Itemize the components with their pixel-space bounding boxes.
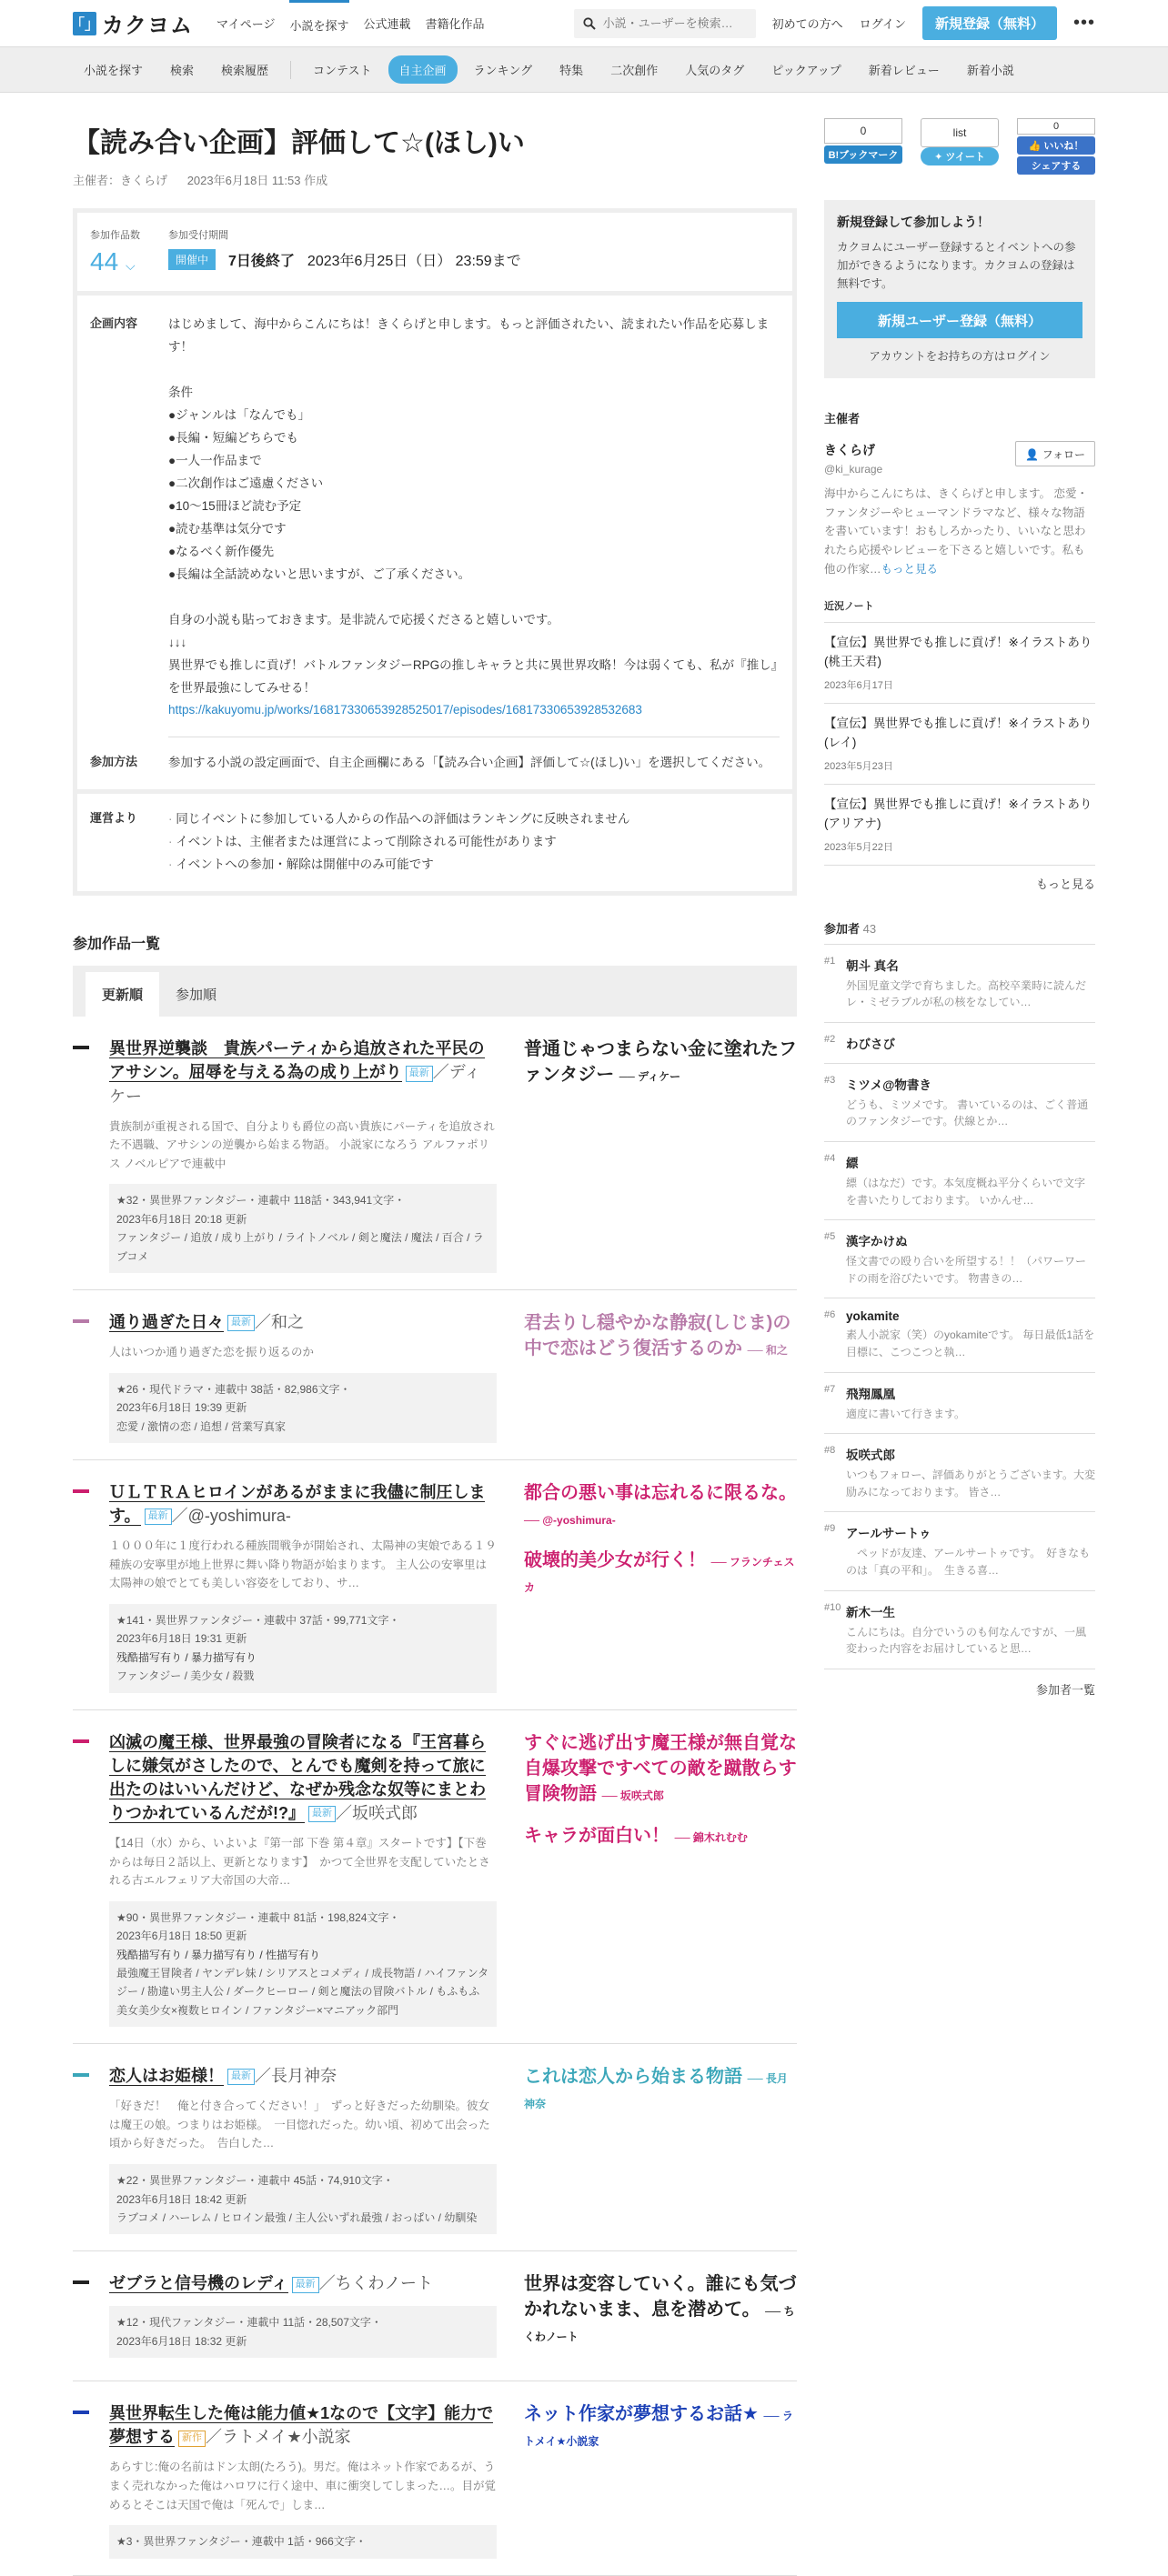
event-info-box [73,208,797,896]
work-item [73,2251,797,2381]
participant-name[interactable]: 新木一生 [846,1605,895,1619]
work-updated: 2023年6月18日 20:18 更新 [116,1212,247,1226]
work-catchphrases [497,2064,797,2234]
work-meta [109,2525,497,2558]
note-title[interactable]: 【宣伝】異世界でも推しに貢げ！※イラストあり(アリアナ) [824,797,1092,830]
new-badge: 最新 [406,1066,433,1082]
participant-body [846,1034,1095,1052]
work-tags[interactable]: ファンタジー / 美少女 / 殺戮 [116,1669,255,1683]
catchphrase-text: 君去りし穏やかな静寂(しじま)の中で恋はどう復活するのか [524,1313,791,1359]
catchphrase-by: ── 錦木れむむ [674,1830,748,1844]
catchphrase [524,2401,797,2452]
participants-heading [824,919,1095,944]
work-author[interactable]: ／坂咲式郎 [336,1803,418,1822]
work-warnings: 残酷描写有り / 暴力描写有り [116,1650,257,1664]
subnav-fanworks[interactable]: 二次創作 [610,64,659,77]
work-main [73,2271,497,2364]
participant-item[interactable] [824,944,1095,1022]
catchphrase-text: 破壊的美少女が行く！ [524,1549,706,1570]
work-catchphrases [497,1310,797,1443]
tab-joined[interactable]: 参加順 [176,987,217,1004]
work-body [109,2271,497,2364]
beginner-link[interactable]: 初めての方へ [771,17,843,31]
work-color-bar [73,2411,89,2414]
catchphrase-text: キャラが面白い！ [524,1825,670,1846]
host-label: 主催者：きくらげ [73,174,168,187]
nav-books[interactable]: 書籍化作品 [425,17,485,31]
register-button[interactable]: 新規ユーザー登録（無料） [837,302,1082,338]
tweet-label: ツイート [945,152,985,163]
participant-body [846,1523,1095,1579]
new-badge: 最新 [227,1315,255,1331]
participant-rank: #5 [824,1231,836,1243]
new-badge: 最新 [145,1509,172,1525]
work-intro: 貴族制が重視される国で、自分よりも爵位の高い貴族にパーティを追放された不遇職、アサシンの逆襲から始まる物語。 小説家になろう アルファポリス ノベルピアで連載中 [109,1119,495,1170]
work-tags[interactable]: ファンタジー / 追放 / 成り上がり / ライトノベル / 剣と魔法 / 魔法 / 百合 / ラブコメ [116,1231,484,1263]
catchphrase [524,1310,797,1361]
work-author[interactable]: ／長月神奈 [255,2067,337,2086]
note-date: 2023年5月22日 [824,841,893,853]
tweet[interactable] [921,118,999,175]
work-updated: 2023年6月18日 18:42 更新 [116,2192,247,2206]
works-heading: 参加作品一覧 [73,937,161,953]
work-main [73,2401,497,2558]
participant-rank: #2 [824,1033,836,1045]
top-nav [216,0,485,47]
work-title [109,1037,497,1108]
thumb-icon: 👍 [1028,140,1042,152]
host-name[interactable]: きくらげ [824,443,875,457]
work-main [73,1730,497,2028]
subnav-pickup[interactable]: ピックアップ [771,64,841,77]
work-meta [109,1604,497,1693]
hatena-bookmark[interactable] [824,118,902,175]
participant-desc: 縹（はなだ）です。本気度概ね平分くらいで文字を書いたりしております。 いかんせ… [846,1177,1086,1207]
work-item [73,1710,797,2045]
bookmark-button[interactable]: B!ブックマーク [824,145,902,164]
content-row [77,296,792,737]
top-header [0,0,1168,47]
work-warnings: 残酷描写有り / 暴力描写有り / 性描写有り [116,1948,321,1961]
work-body [109,1037,497,1273]
work-author-name[interactable]: ディケー [109,1063,481,1106]
work-stats: ★3・異世界ファンタジー・連載中 1話・966文字・ [116,2535,367,2549]
subnav-search[interactable]: 検索 [170,64,195,77]
work-author-name[interactable]: 坂咲式郎 [352,1803,418,1822]
catchphrase-text: これは恋人から始まる物語 [524,2067,742,2088]
work-color-bar [73,2280,89,2284]
bird-icon: ✦ [934,151,943,163]
subnav-new-reviews[interactable]: 新着レビュー [868,64,940,77]
work-body [109,2064,497,2234]
method-label: 参加方法 [90,755,138,769]
work-meta [109,2306,497,2358]
nav-mypage[interactable]: マイページ [216,17,276,31]
work-item [73,1017,797,1290]
participant-desc: 外国児童文学で育ちました。高校卒業時に読んだレ・ミゼラブルが私の核をなしてい… [846,978,1087,1009]
chevron-down-icon: ⌵ [125,258,136,273]
work-item [73,2044,797,2251]
work-color-bar [73,1489,89,1493]
work-color-bar [73,1046,89,1049]
like-button[interactable] [1017,136,1095,155]
work-intro: 人はいつか通り過ぎた恋を振り返るのか [109,1346,315,1359]
search-icon [583,17,596,30]
catchphrase [524,2271,797,2348]
nav-find-novels[interactable]: 小説を探す [289,0,348,47]
remaining-days: 7日後終了 [228,254,295,269]
tweet-button[interactable] [921,147,999,165]
participant-desc: 適度に書いて行きます。 [846,1407,966,1420]
site-logo[interactable] [70,7,193,39]
work-catchphrases [497,2271,797,2364]
notes-heading: 近況ノート [824,598,1095,623]
work-author[interactable]: ／ちくわノート [318,2274,434,2293]
nav-official[interactable]: 公式連載 [363,17,411,31]
logo-text: カクヨム [102,14,193,38]
participant-body [846,1231,1095,1287]
login-link[interactable]: ログイン [859,17,906,31]
catchphrase-by: ── @-yoshimura- [524,1513,616,1527]
work-title-link[interactable]: 異世界逆襲談 貴族パーティから追放された平民のアサシン。屈辱を与える為の成り上がり [109,1039,485,1082]
catchphrase-by: ── 和之 [747,1344,788,1358]
work-author-name[interactable]: @-yoshimura- [187,1507,291,1526]
register-text: カクヨムにユーザー登録するとイベントへの参加ができるようになります。カクヨムの登録は無料です。 [837,241,1076,290]
work-updated: 2023年6月18日 18:50 更新 [116,1929,247,1943]
work-author[interactable]: ／ラトメイ★小説家 [206,2428,351,2447]
participant-body [846,1602,1095,1658]
work-intro: 【14日（水）から、いよいよ『第一部 下巻 第４章』スタートです】【下巻からは毎日２話以上、更新となります】 かつて全世界を支配していたとされる古エルフェリア大帝国の大帝… [109,1836,490,1888]
host-description: 海中からこんにちは、きくらげと申します。 恋愛・ファンタジーやヒューマンドラマなど、様々な物語を書いています！おもしろかったり、いいなと思われたら応援やレビューを下さると嬉しいです。私も他の作家…もっと見る [824,487,1088,576]
work-title-link[interactable]: 異世界転生した俺は能力値★1なので【文字】能力で夢想する [109,2404,494,2447]
share-button[interactable]: シェアする [1017,156,1095,175]
page-title: 【読み合い企画】評価して☆(ほし)い [73,128,525,158]
participant-rank: #10 [824,1601,841,1613]
participant-rank: #8 [824,1445,836,1457]
subnav-new-novels[interactable]: 新着小説 [966,64,1014,77]
participant-item[interactable] [824,1022,1095,1063]
work-intro: あらすじ:俺の名前はドン太朗(たろう)。男だ。俺はネット作家であるが、うまく売れなかった俺はハロワに行く途中、車に衝突してしまった…。目が覚めるとそこは天国で俺は「死んで」しま… [109,2461,497,2511]
subnav-features[interactable]: 特集 [559,64,584,77]
login-link-side[interactable]: ログイン [1005,350,1051,363]
participant-name[interactable]: 縹 [846,1157,859,1171]
work-title [109,2064,497,2088]
work-stats: ★22・異世界ファンタジー・連載中 45話・74,910文字・ [116,2174,394,2188]
work-tags[interactable]: 恋愛 / 激情の恋 / 追想 / 営業写真家 [116,1419,287,1433]
new-badge: 最新 [227,2069,255,2085]
work-main [73,1310,497,1443]
work-color-bar [73,2073,89,2077]
novel-link[interactable]: https://kakuyomu.jp/works/16817330653928525017/episodes/16817330653928532683 [168,703,642,717]
participant-item[interactable] [824,1372,1095,1434]
facebook[interactable] [1017,118,1095,175]
work-stats: ★12・現代ファンタジー・連載中 11話・28,507文字・ [116,2316,382,2330]
participants-label: 参加者 [824,921,861,936]
host-heading: 主催者 [824,412,861,426]
period-label: 参加受付期間 [168,230,228,241]
work-catchphrases [497,2401,797,2558]
logo-mark: 「」 [73,12,96,35]
work-author-name[interactable]: 長月神奈 [271,2067,337,2086]
work-main [73,1480,497,1693]
participant-item[interactable] [824,1219,1095,1298]
entry-count-label: 参加作品数 [90,230,140,241]
register-title: 新規登録して参加しよう！ [837,215,990,229]
participant-desc: こんにちは。自分でいうのも何なんですが、一風変わった内容をお届けしていると思… [846,1625,1087,1656]
catchphrase-by: ── 長月神奈 [524,2072,788,2111]
method-row [77,737,792,794]
catchphrase-by: ── 坂咲式郎 [601,1789,664,1802]
catchphrase-by: ── ラトメイ★小説家 [524,2410,793,2449]
catchphrase-text: すぐに逃げ出す魔王様が無自覚な自爆攻撃ですべての敵を蹴散らす冒険物語 [524,1732,797,1804]
search-input[interactable] [603,16,749,30]
note-date: 2023年5月23日 [824,760,893,772]
subnav-divider [290,61,291,79]
participant-item[interactable] [824,1063,1095,1141]
subnav-popular-tags[interactable]: 人気のタグ [685,64,745,77]
participant-name[interactable]: わびさび [846,1037,895,1051]
like-count: 0 [1017,118,1095,135]
work-main [73,1037,497,1273]
participants-count: 43 [862,921,877,936]
participant-desc: 素人小説家（笑）のyokamiteです。 毎日最低1話を目標に、こつこつと執… [846,1328,1095,1358]
catchphrase [524,2064,797,2115]
event-meta [73,171,797,188]
work-title-link[interactable]: ゼブラと信号機のレディ [109,2274,288,2293]
host-id: @ki_kurage [824,463,883,476]
note-date: 2023年6月17日 [824,679,893,691]
notes-list [824,623,1095,866]
work-title-link[interactable]: 通り過ぎた日々 [109,1313,224,1332]
share-buttons [824,118,1095,175]
search-box[interactable] [574,9,756,38]
catchphrase [524,1037,797,1088]
catchphrase [524,1480,797,1531]
participant-name[interactable]: 飛翔鳳凰 [846,1387,895,1401]
catchphrase [524,1548,797,1599]
participant-name[interactable]: yokamite [846,1309,900,1324]
work-title [109,1730,497,1825]
work-stats: ★141・異世界ファンタジー・連載中 37話・99,771文字・ [116,1613,400,1627]
method-text: 参加する小説の設定画面で、自主企画欄にある「【読み合い企画】評価して☆(ほし)い」を選択してください。 [168,756,771,770]
event-summary-row [77,213,792,296]
participant-body [846,1445,1095,1500]
work-title [109,1310,497,1334]
participant-name[interactable]: 漢字かけぬ [846,1235,908,1249]
work-meta [109,2164,497,2234]
rule-item: · イベントは、主催者または運営によって削除される可能性があります [168,831,629,854]
participant-name[interactable]: 朝斗 真名 [846,958,899,973]
work-catchphrases [497,1730,797,2028]
work-body [109,1730,497,2028]
work-item [73,2381,797,2575]
work-tags[interactable]: ラブコメ / ハーレム / ヒロイン最強 / 主人公いずれ最強 / おっぱい / 幼馴染 [116,2210,478,2224]
entry-count [90,247,168,276]
deadline: 2023年6月25日（日） 23:59まで [307,254,521,269]
new-badge: 最新 [308,1806,336,1822]
subnav-ranking[interactable]: ランキング [473,64,533,77]
entry-count-value: 44 [90,247,119,276]
work-author-name[interactable]: 和之 [271,1313,304,1332]
participant-rank: #6 [824,1309,836,1321]
host-more-link[interactable]: もっと見る [881,562,939,576]
status-badge: 開催中 [168,249,216,270]
catchphrase-text: 世界は変容していく。誰にも気づかれないまま、息を潜めて。 [524,2274,797,2320]
catchphrase-text: ネット作家が夢想するお話★ [524,2404,759,2425]
person-plus-icon: 👤 [1025,448,1040,461]
subnav-find[interactable]: 小説を探す [84,64,144,77]
note-item[interactable] [824,785,1095,866]
work-stats: ★32・異世界ファンタジー・連載中 118話・343,941文字・ [116,1194,406,1208]
work-meta [109,1184,497,1273]
work-tags[interactable]: 最強魔王冒険者 / ヤンデレ妹 / シリアスとコメディ / 成長物語 / ハイファンタジー / 勘違い男主人公 / ダークヒーロー / 剣と魔法の冒険バトル / もふもふ美女美少女×複数ヒロイン / ファンタジー×マニアック部門 [116,1966,489,2017]
host-desc-text: 海中からこんにちは、きくらげと申します。 恋愛・ファンタジーやヒューマンドラマなど、様々な物語を書いています！おもしろかったり、いいなと思われたら応援やレビューを下さると嬉しいです。私も他の作家 [824,487,1088,576]
work-intro: １０００年に１度行われる種族間戦争が開始され、太陽神の実娘である１９種族の安寧里が地上世界に舞い降り物語が始まります。 主人公の安寧里は太陽神の娘でとても美しい容姿をしており、サ… [109,1539,497,1590]
work-title [109,2271,497,2295]
sub-nav [0,47,1168,93]
like-label: いいね！ [1043,141,1084,152]
content-label: 企画内容 [90,316,138,330]
catchphrase-by: ── ちくわノート [524,2305,795,2344]
sidebar [824,93,1095,2576]
participant-rank: #3 [824,1074,836,1086]
follow-button[interactable] [1015,441,1095,466]
subnav-user-events[interactable]: 自主企画 [388,55,458,84]
work-item [73,1290,797,1460]
catchphrase-by: ── フランチェスカ [524,1555,795,1594]
participants-list [824,944,1095,1669]
host-profile [824,441,1095,476]
catchphrase-text: 都合の悪い事は忘れるに限るな。 [524,1482,797,1503]
participant-name[interactable]: ミツメ@物書き [846,1078,931,1092]
participant-rank: #7 [824,1383,836,1395]
work-meta [109,1373,497,1443]
participant-body [846,1309,1095,1360]
entry-count-block[interactable] [90,227,168,276]
notes-more-link[interactable]: もっと見る [1035,877,1095,891]
subnav-history[interactable]: 検索履歴 [221,64,269,77]
work-title-link[interactable]: 恋人はお姫様！ [109,2067,224,2086]
work-body [109,2401,497,2558]
work-updated: 2023年6月18日 19:39 更新 [116,1401,247,1415]
catchphrase [524,1823,797,1849]
work-body [109,1480,497,1693]
subnav-contest[interactable]: コンテスト [313,64,372,77]
work-main [73,2064,497,2234]
participant-body [846,1384,1095,1423]
catchphrase [524,1730,797,1807]
work-title [109,2401,497,2449]
participant-item[interactable] [824,1141,1095,1219]
work-intro: 「好きだ！ 俺と付き合ってください！」 ずっと好きだった幼馴染。彼女は魔王の娘。つまりはお姫様。 一目惚れだった。幼い頃、初めて出会った頃から好きだった。 告白した… [109,2100,490,2150]
content-text: はじめまして、海中からこんにちは！きくらげと申します。もっと評価されたい、読まれたい作品を応募します！ 条件 ●ジャンルは「なんでも」 ●長編・短編どちらでも ●一人一作品まで ●二次創作はご遠慮ください ●10～15冊ほど読む予定 ●読む基準は気分です ●なるべく新作優先 ●長編は全話読めないと思いますが、ご了承ください。 自身の小説も貼っておきます。是非読んで応援くださると嬉しいです。 ↓↓↓ 異世界でも推しに貢げ！バトルファンタジーRPGの推しキャラと共に異世界攻略！今は弱くても、私が『推し』を世界最強にしてみせる！ [168,317,778,695]
work-stats: ★26・現代ドラマ・連載中 38話・82,986文字・ [116,1382,351,1396]
work-catchphrases [497,1480,797,1693]
main-content [73,93,797,2576]
tweet-count: list [921,118,999,147]
participant-item[interactable] [824,1298,1095,1371]
follow-label: フォロー [1042,448,1085,461]
note-item[interactable] [824,623,1095,704]
participant-rank: #1 [824,955,836,967]
work-author[interactable]: ／@-yoshimura- [171,1507,291,1526]
participant-desc: 怪文書での殴り合いを所望する！！（パワーワードの雨を浴びたいです。 物書きの… [846,1255,1087,1285]
works-tabs [73,966,797,1017]
period-block [168,227,521,276]
participants-more-link[interactable]: 参加者一覧 [824,1669,1095,1698]
work-updated: 2023年6月18日 19:31 更新 [116,1632,247,1646]
participant-name[interactable]: アールサートゥ [846,1527,931,1541]
work-title-link[interactable]: ＵＬＴＲＡヒロインがあるがままに我儘に制圧します。 [109,1482,486,1526]
participant-body [846,1075,1095,1130]
work-catchphrases [497,1037,797,1273]
work-meta [109,1901,497,2027]
catchphrase-by: ── ディケー [619,1070,681,1084]
created-date: 2023年6月18日 11:53 作成 [186,174,328,187]
work-body [109,1310,497,1443]
login-prefix: アカウントをお持ちの方は [869,350,1006,363]
work-author-name[interactable]: ちくわノート [335,2274,434,2293]
work-color-bar [73,1319,89,1323]
new-badge: 最新 [292,2277,319,2293]
note-title[interactable]: 【宣伝】異世界でも推しに貢げ！※イラストあり(桃王天君) [824,636,1092,669]
participant-rank: #4 [824,1153,836,1165]
rule-item: · 同じイベントに参加している人からの作品への評価はランキングに反映されません [168,808,629,831]
work-color-bar [73,1739,89,1743]
note-item[interactable] [824,704,1095,785]
work-author[interactable]: ／和之 [255,1313,304,1332]
work-item [73,1460,797,1710]
works-list [73,1017,797,2575]
catchphrase-text: 普通じゃつまらない金に塗れたファンタジー [524,1039,797,1086]
note-title[interactable]: 【宣伝】異世界でも推しに貢げ！※イラストあり(レイ) [824,716,1092,749]
participant-item[interactable] [824,1511,1095,1589]
participant-body [846,956,1095,1011]
participant-rank: #9 [824,1523,836,1535]
work-author-name[interactable]: ラトメイ★小説家 [222,2428,351,2447]
bookmark-count: 0 [824,118,902,144]
participant-item[interactable] [824,1590,1095,1669]
participant-desc: ペッドが友達、アールサートゥです。 好きなものは「真の平和」。 生きる喜… [846,1547,1091,1577]
participant-desc: どうも、ミツメです。 書いているのは、ごく普通のファンタジーです。伏線とか… [846,1098,1089,1128]
signup-button[interactable]: 新規登録（無料） [922,6,1057,40]
work-title-link[interactable]: 凶滅の魔王様、世界最強の冒険者になる『王宮暮らしに嫌気がさしたので、とんでも魔剣を持って旅に出たのはいいんだけど、なぜか残念な奴等にまとわりつかれているんだが!?』 [109,1732,486,1822]
work-updated: 2023年6月18日 18:32 更新 [116,2334,247,2348]
participant-body [846,1153,1095,1208]
rules-row [77,794,792,891]
participant-desc: いつもフォロー、評価ありがとうございます。大変励みになっております。 皆さ… [846,1468,1095,1498]
rule-item: · イベントへの参加・解除は開催中のみ可能です [168,854,629,877]
rules-label: 運営より [90,811,138,826]
rules-list [168,808,629,877]
work-stats: ★90・異世界ファンタジー・連載中 81話・198,824文字・ [116,1910,400,1924]
register-box [824,200,1095,378]
register-login [837,347,1082,364]
new-badge: 新作 [178,2431,206,2447]
more-menu-icon[interactable]: ••• [1072,13,1095,33]
tab-updated[interactable]: 更新順 [86,972,159,1017]
participant-name[interactable]: 坂咲式郎 [846,1448,895,1463]
work-title [109,1480,497,1528]
work-author[interactable]: ／ディケー [109,1063,481,1106]
participant-item[interactable] [824,1433,1095,1511]
